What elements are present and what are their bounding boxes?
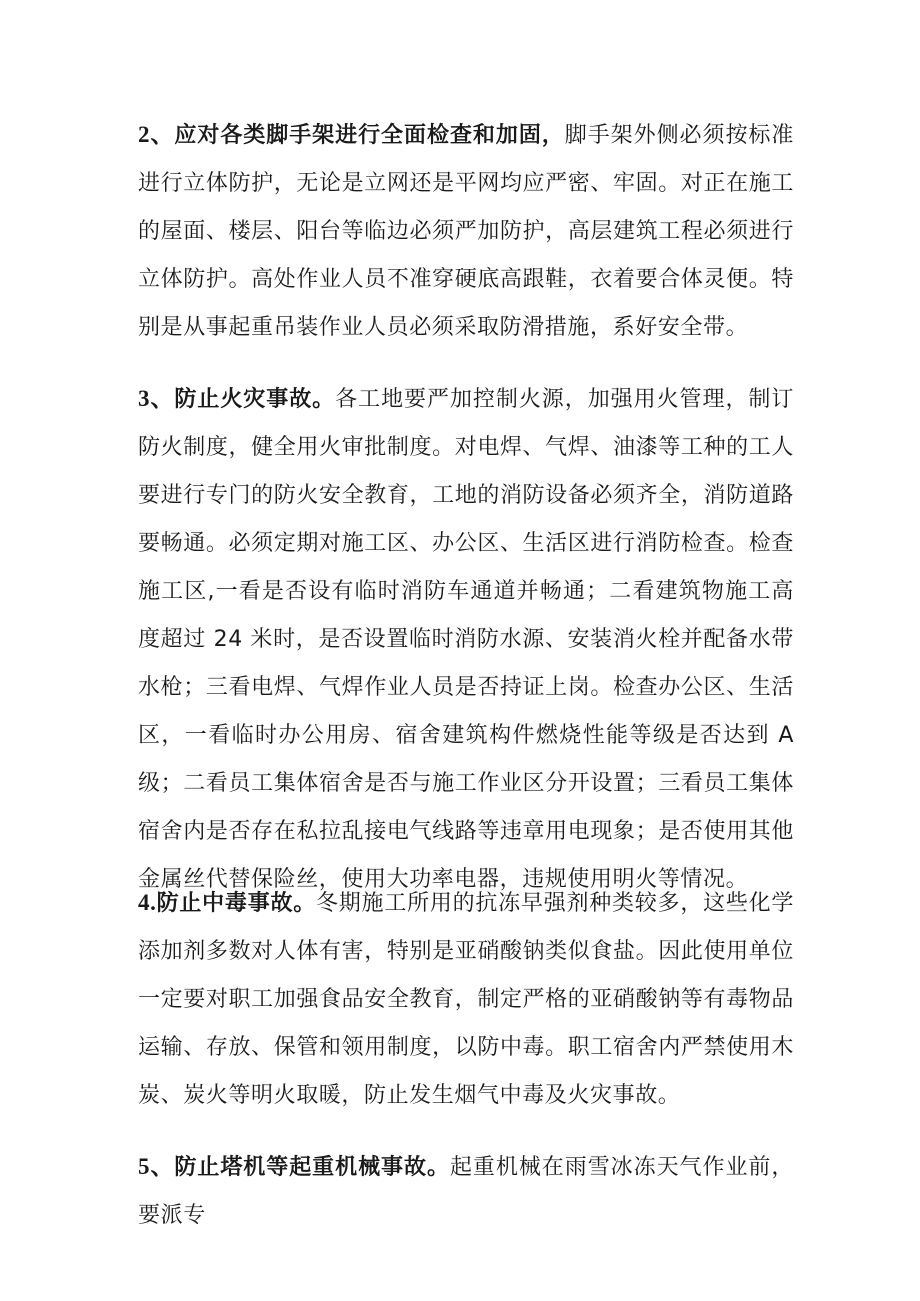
- paragraph-body: 起重机械在雨雪冰冻天气作业前，要派专: [138, 1155, 794, 1228]
- paragraph-body: 各工地要严加控制火源，加强用火管理，制订防火制度，健全用火审批制度。对电焊、气焊、油漆等工种的工人要进行专门的防火安全教育，工地的消防设备必须齐全，消防道路要畅通。必须定期对施工区、办公区、生活区进行消防检查。检查施工区,一看是否设有临时消防车通道并畅通；二看建筑物施工高度超过 24 米时，是否设置临时消防水源、安装消火栓并配备水带水枪；三看电焊、气焊作业人员是否持证上岗。检查办公区、生活区，一看临时办公用房、宿舍建筑构件燃烧性能等级是否达到 A 级；二看员工集体宿舍是否与施工作业区分开设置；三看员工集体宿舍内是否存在私拉乱接电气线路等违章用电现象；是否使用其他金属丝代替保险丝，使用大功率电器，违规使用明火等情况。: [138, 387, 794, 892]
- paragraph-number: 2、: [138, 122, 175, 147]
- paragraph-body: 脚手架外侧必须按标准进行立体防护，无论是立网还是平网均应严密、牢固。对正在施工的屋面、楼层、阳台等临边必须严加防护，高层建筑工程必须进行立体防护。高处作业人员不准穿硬底高跟鞋，衣着要合体灵便。特别是从事起重吊装作业人员必须采取防滑措施，系好安全带。: [138, 123, 794, 340]
- paragraph-heading: 防止火灾事故。: [174, 387, 336, 412]
- paragraph-body: 冬期施工所用的抗冻早强剂种类较多，这些化学添加剂多数对人体有害，特别是亚硝酸钠类似食盐。因此使用单位一定要对职工加强食品安全教育，制定严格的亚硝酸钠等有毒物品运输、存放、保管和领用制度，以防中毒。职工宿舍内严禁使用木炭、炭火等明火取暖，防止发生烟气中毒及火灾事故。: [138, 891, 794, 1108]
- paragraph-heading: 防止塔机等起重机械事故。: [174, 1155, 450, 1180]
- paragraph-fire-prevention: [138, 375, 794, 904]
- paragraph-number: 4.: [138, 890, 157, 915]
- paragraph-crane-accident-prevention: [138, 1143, 794, 1228]
- paragraph-number: 5、: [138, 1154, 175, 1179]
- paragraph-scaffold-inspection: [138, 111, 794, 352]
- paragraph-poisoning-prevention: [138, 879, 794, 1120]
- paragraph-number: 3、: [138, 386, 175, 411]
- paragraph-heading: 应对各类脚手架进行全面检查和加固，: [174, 123, 565, 148]
- paragraph-heading: 防止中毒事故。: [156, 891, 317, 916]
